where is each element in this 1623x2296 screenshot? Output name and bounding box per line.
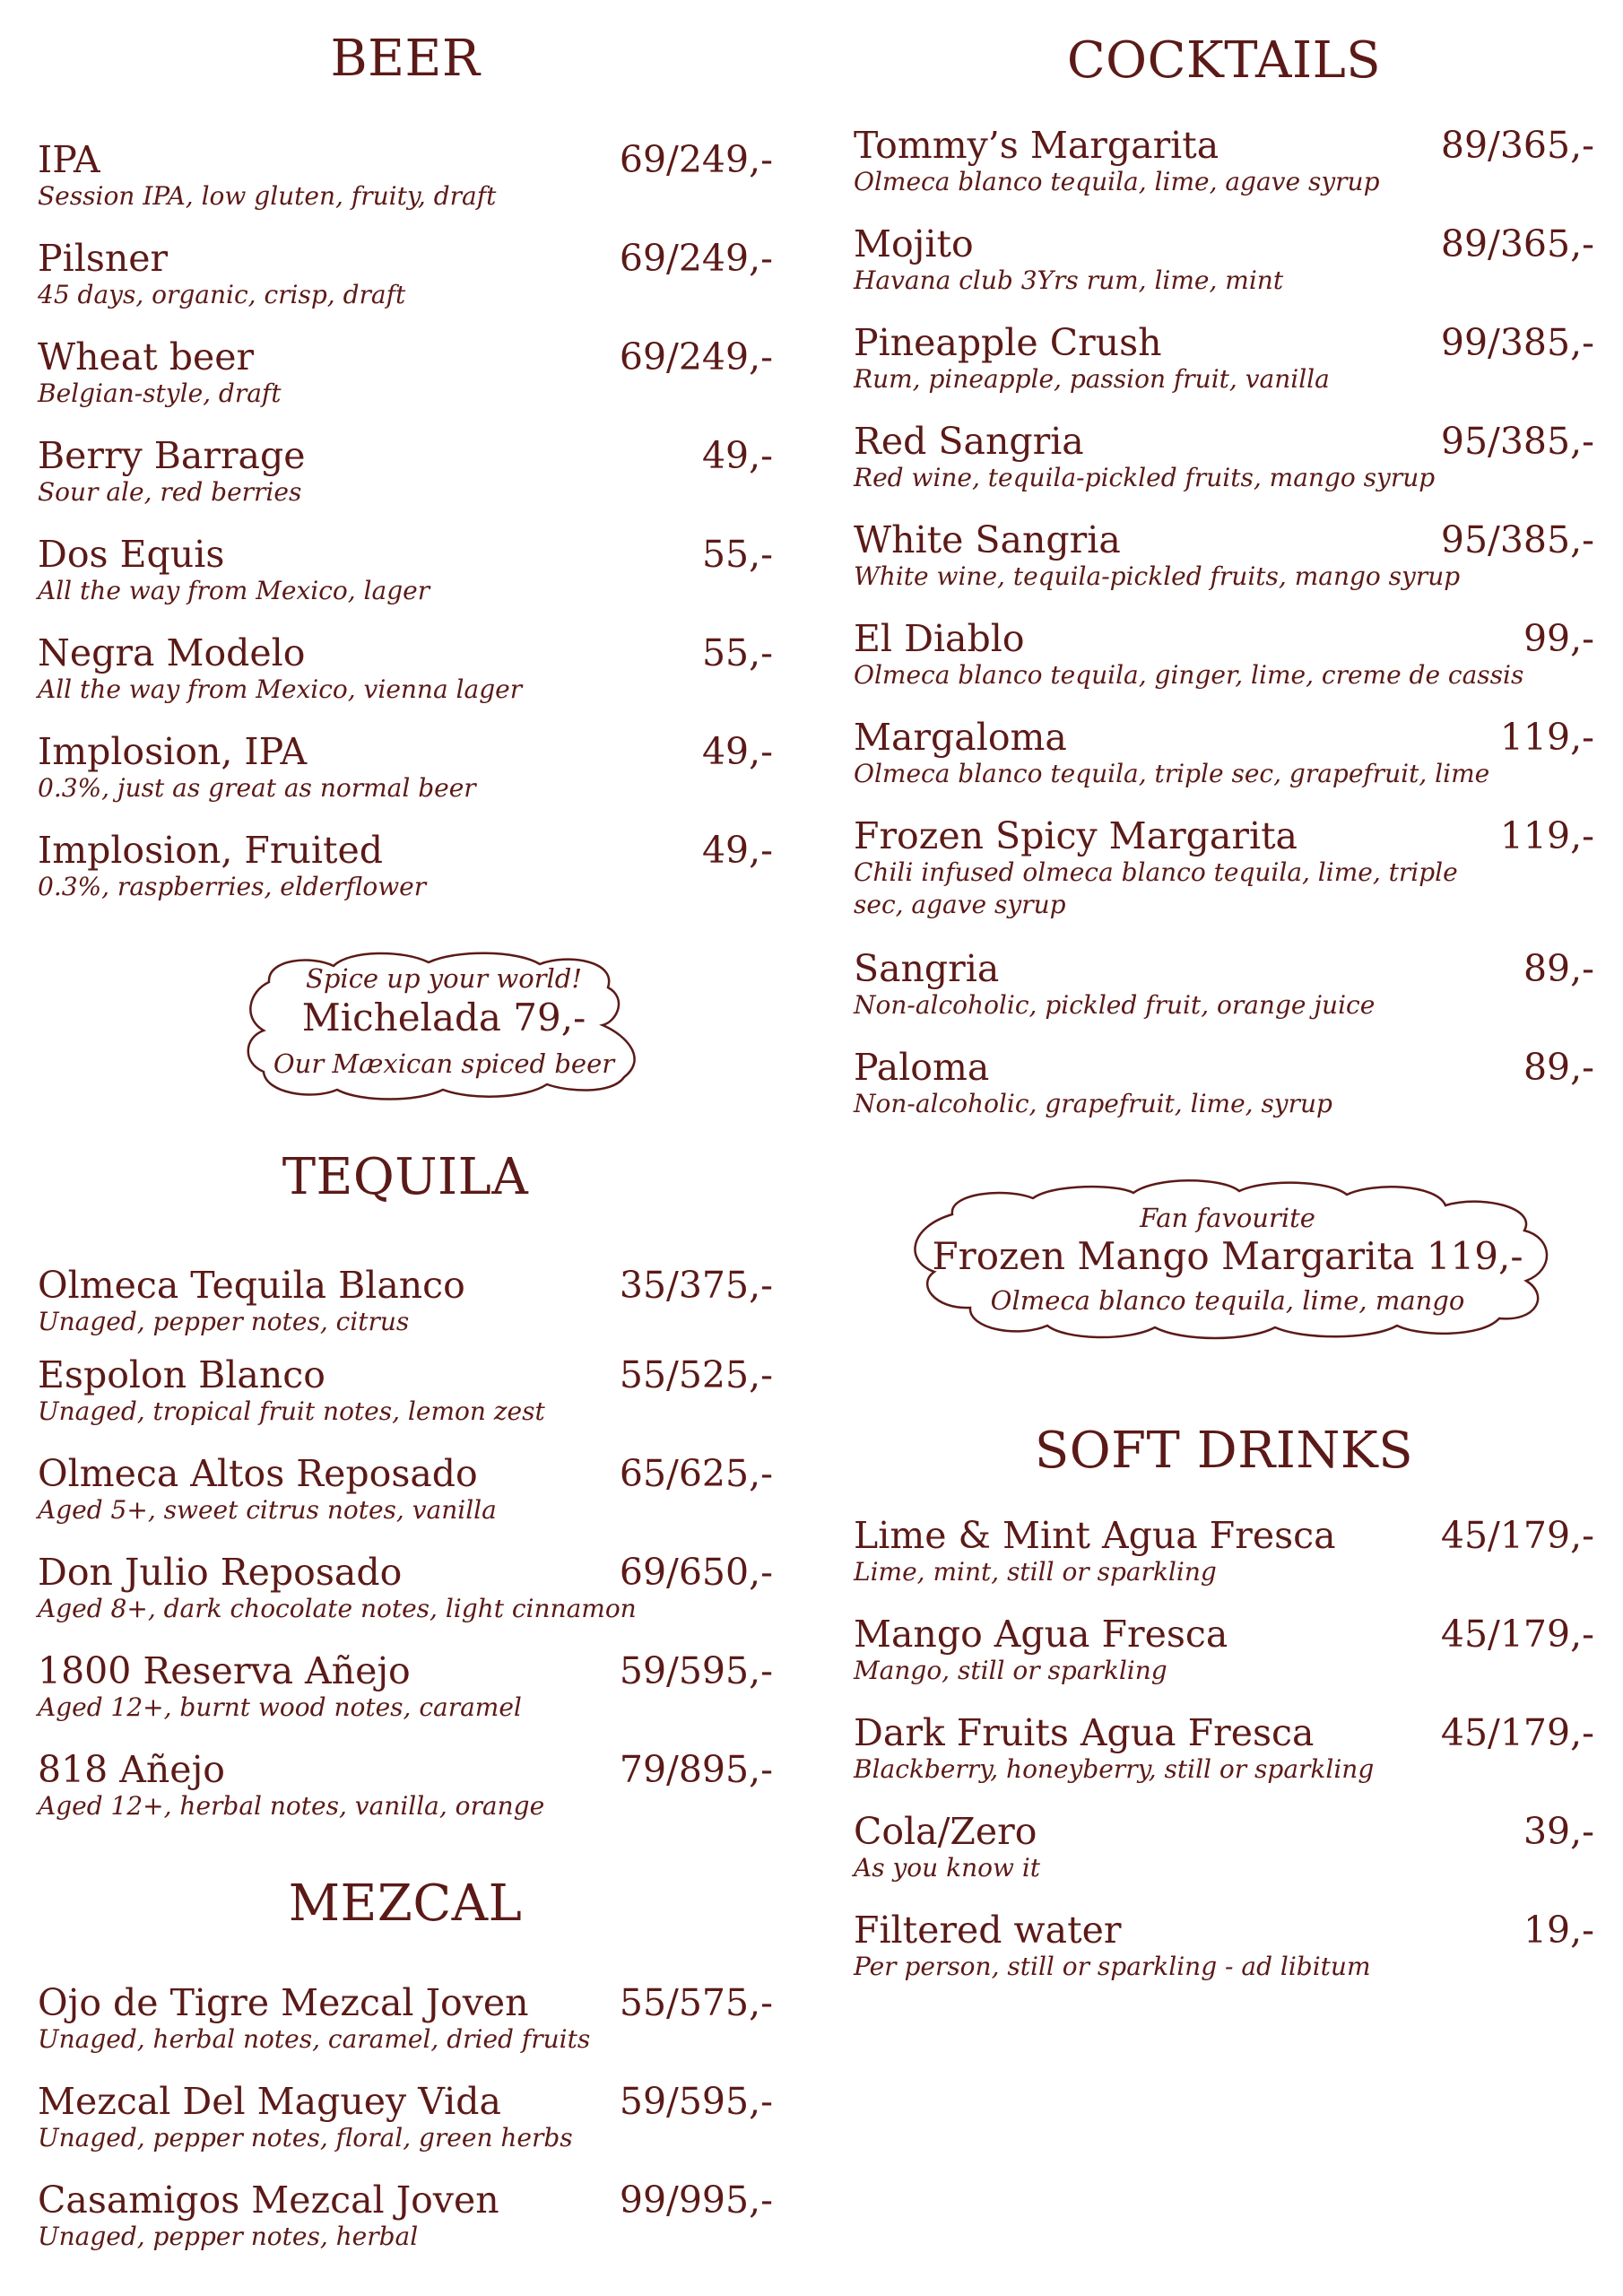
item-price: 55/525,- xyxy=(619,1353,773,1396)
menu-item xyxy=(38,2179,773,2253)
menu-item xyxy=(854,1909,1594,1983)
menu-item xyxy=(38,1748,773,1822)
item-name: 818 Añejo xyxy=(38,1748,225,1791)
promo-tagline: Spice up your world! xyxy=(305,963,583,994)
menu-item xyxy=(854,1810,1594,1884)
promo-tagline: Fan favourite xyxy=(1140,1203,1315,1233)
item-description: As you know it xyxy=(854,1853,1041,1883)
item-description: Olmeca blanco tequila, lime, agave syrup xyxy=(854,167,1380,196)
item-price: 45/179,- xyxy=(1440,1514,1594,1557)
item-description: All the way from Mexico, lager xyxy=(38,576,430,605)
item-description: Unaged, pepper notes, floral, green herbs xyxy=(38,2123,573,2152)
menu-item xyxy=(38,533,773,607)
item-name: Filtered water xyxy=(854,1909,1122,1952)
item-name: Dos Equis xyxy=(38,533,225,576)
menu-item xyxy=(854,1046,1594,1120)
promo-subtitle: Our Mæxican spiced beer xyxy=(273,1048,615,1079)
section-title-cocktails: COCKTAILS xyxy=(1066,31,1382,90)
item-description: Sour ale, red berries xyxy=(38,477,302,507)
item-name: Lime & Mint Agua Fresca xyxy=(854,1514,1336,1557)
promo-cloud-frozen-mango xyxy=(898,1175,1557,1345)
menu-item xyxy=(854,1514,1594,1588)
item-name: Olmeca Tequila Blanco xyxy=(38,1264,465,1307)
item-description: Unaged, tropical fruit notes, lemon zest xyxy=(38,1396,545,1426)
menu-item xyxy=(854,222,1594,297)
item-name: Margaloma xyxy=(854,716,1067,759)
item-name: Negra Modelo xyxy=(38,631,306,674)
promo-cloud-michelada xyxy=(233,946,655,1106)
item-name: Tommy’s Margarita xyxy=(854,124,1219,167)
item-price: 55,- xyxy=(701,631,773,674)
item-price: 49,- xyxy=(701,730,773,773)
item-description: Session IPA, low gluten, fruity, draft xyxy=(38,181,497,211)
item-name: Ojo de Tigre Mezcal Joven xyxy=(38,1981,529,2024)
item-description: Non-alcoholic, grapefruit, lime, syrup xyxy=(854,1089,1332,1118)
item-price: 89,- xyxy=(1523,1046,1594,1089)
item-description: Havana club 3Yrs rum, lime, mint xyxy=(854,265,1284,295)
item-description: Olmeca blanco tequila, ginger, lime, creme de cassis xyxy=(854,660,1524,690)
item-name: Frozen Spicy Margarita xyxy=(854,814,1298,857)
section-title-soft-drinks: SOFT DRINKS xyxy=(1034,1422,1414,1480)
item-price: 99,- xyxy=(1523,617,1594,660)
item-price: 69/249,- xyxy=(619,237,773,280)
item-name: Wheat beer xyxy=(38,335,255,378)
item-price: 59/595,- xyxy=(619,1649,773,1692)
item-description: Rum, pineapple, passion fruit, vanilla xyxy=(854,364,1330,394)
item-price: 79/895,- xyxy=(619,1748,773,1791)
item-price: 65/625,- xyxy=(619,1452,773,1495)
item-name: Espolon Blanco xyxy=(38,1353,325,1396)
item-description: 45 days, organic, crisp, draft xyxy=(38,280,406,309)
item-price: 55,- xyxy=(701,533,773,576)
menu-item xyxy=(38,1353,773,1428)
item-description: Unaged, pepper notes, citrus xyxy=(38,1307,410,1336)
item-description: Aged 12+, herbal notes, vanilla, orange xyxy=(38,1791,545,1821)
item-price: 19,- xyxy=(1523,1909,1594,1952)
item-description: Red wine, tequila-pickled fruits, mango syrup xyxy=(854,463,1436,492)
menu-item xyxy=(38,631,773,706)
section-title-mezcal: MEZCAL xyxy=(288,1874,523,1933)
item-description: Per person, still or sparkling - ad libitum xyxy=(854,1952,1371,1981)
item-price: 95/385,- xyxy=(1440,518,1594,561)
section-title-tequila: TEQUILA xyxy=(282,1148,529,1206)
menu-item xyxy=(38,829,773,903)
menu-item xyxy=(38,434,773,509)
promo-subtitle: Olmeca blanco tequila, lime, mango xyxy=(990,1285,1465,1316)
promo-title: Michelada 79,- xyxy=(301,996,586,1039)
item-name: El Diablo xyxy=(854,617,1025,660)
item-name: 1800 Reserva Añejo xyxy=(38,1649,411,1692)
item-description: Lime, mint, still or sparkling xyxy=(854,1557,1217,1587)
item-name: Red Sangria xyxy=(854,420,1084,463)
promo-title: Frozen Mango Margarita 119,- xyxy=(932,1234,1523,1278)
item-name: Paloma xyxy=(854,1046,990,1089)
menu-item xyxy=(38,2080,773,2154)
item-description: Aged 8+, dark chocolate notes, light cinnamon xyxy=(38,1594,637,1623)
item-description: Unaged, herbal notes, caramel, dried fruits xyxy=(38,2024,591,2054)
item-description: Aged 5+, sweet citrus notes, vanilla xyxy=(38,1495,497,1525)
menu-item xyxy=(38,1264,773,1338)
item-name: Pineapple Crush xyxy=(854,321,1162,364)
item-price: 35/375,- xyxy=(619,1264,773,1307)
menu-item xyxy=(854,1711,1594,1786)
item-price: 89/365,- xyxy=(1440,124,1594,167)
item-price: 69/249,- xyxy=(619,138,773,181)
item-price: 119,- xyxy=(1499,716,1594,759)
item-description: Mango, still or sparkling xyxy=(854,1656,1167,1685)
item-price: 89,- xyxy=(1523,947,1594,990)
item-price: 99/995,- xyxy=(619,2179,773,2222)
item-price: 89/365,- xyxy=(1440,222,1594,265)
item-price: 69/249,- xyxy=(619,335,773,378)
menu-item xyxy=(38,1649,773,1724)
menu-item xyxy=(38,237,773,311)
item-price: 45/179,- xyxy=(1440,1613,1594,1656)
item-name: Implosion, Fruited xyxy=(38,829,383,872)
menu-item xyxy=(38,1452,773,1526)
menu-item xyxy=(38,730,773,804)
item-price: 69/650,- xyxy=(619,1551,773,1594)
item-description: Belgian-style, draft xyxy=(38,378,282,408)
menu-item xyxy=(854,420,1594,494)
item-name: Berry Barrage xyxy=(38,434,306,477)
menu-item xyxy=(38,1981,773,2056)
item-name: Dark Fruits Agua Fresca xyxy=(854,1711,1315,1754)
item-description: Aged 12+, burnt wood notes, caramel xyxy=(38,1692,522,1722)
menu-item xyxy=(854,814,1594,922)
item-price: 55/575,- xyxy=(619,1981,773,2024)
item-description: All the way from Mexico, vienna lager xyxy=(38,674,523,704)
item-description: White wine, tequila-pickled fruits, mango syrup xyxy=(854,561,1461,591)
item-name: White Sangria xyxy=(854,518,1121,561)
item-price: 45/179,- xyxy=(1440,1711,1594,1754)
item-description: Chili infused olmeca blanco tequila, lime, triple sec, agave syrup xyxy=(854,857,1458,920)
item-price: 119,- xyxy=(1499,814,1594,857)
menu-item xyxy=(854,321,1594,396)
menu-item xyxy=(854,518,1594,593)
item-price: 59/595,- xyxy=(619,2080,773,2123)
item-description: Non-alcoholic, pickled fruit, orange juice xyxy=(854,990,1376,1020)
item-description: 0.3%, just as great as normal beer xyxy=(38,773,476,803)
item-name: IPA xyxy=(38,138,100,181)
item-description: Blackberry, honeyberry, still or sparkling xyxy=(854,1754,1375,1784)
item-name: Don Julio Reposado xyxy=(38,1551,403,1594)
section-title-beer: BEER xyxy=(330,30,481,88)
menu-item xyxy=(854,716,1594,790)
menu-item xyxy=(854,617,1594,691)
item-description: Unaged, pepper notes, herbal xyxy=(38,2222,419,2251)
menu-item xyxy=(854,124,1594,198)
item-name: Casamigos Mezcal Joven xyxy=(38,2179,499,2222)
menu-item xyxy=(38,335,773,410)
item-name: Mango Agua Fresca xyxy=(854,1613,1228,1656)
item-name: Olmeca Altos Reposado xyxy=(38,1452,478,1495)
item-name: Cola/Zero xyxy=(854,1810,1037,1853)
item-price: 49,- xyxy=(701,434,773,477)
menu-item xyxy=(38,1551,773,1625)
item-price: 99/385,- xyxy=(1440,321,1594,364)
item-price: 95/385,- xyxy=(1440,420,1594,463)
menu-item xyxy=(854,947,1594,1022)
menu-item xyxy=(38,138,773,213)
item-name: Mojito xyxy=(854,222,974,265)
item-name: Sangria xyxy=(854,947,1000,990)
item-name: Mezcal Del Maguey Vida xyxy=(38,2080,501,2123)
item-description: Olmeca blanco tequila, triple sec, grapefruit, lime xyxy=(854,759,1490,788)
item-price: 49,- xyxy=(701,829,773,872)
menu-item xyxy=(854,1613,1594,1687)
item-name: Implosion, IPA xyxy=(38,730,308,773)
item-name: Pilsner xyxy=(38,237,169,280)
item-price: 39,- xyxy=(1523,1810,1594,1853)
item-description: 0.3%, raspberries, elderflower xyxy=(38,872,427,901)
